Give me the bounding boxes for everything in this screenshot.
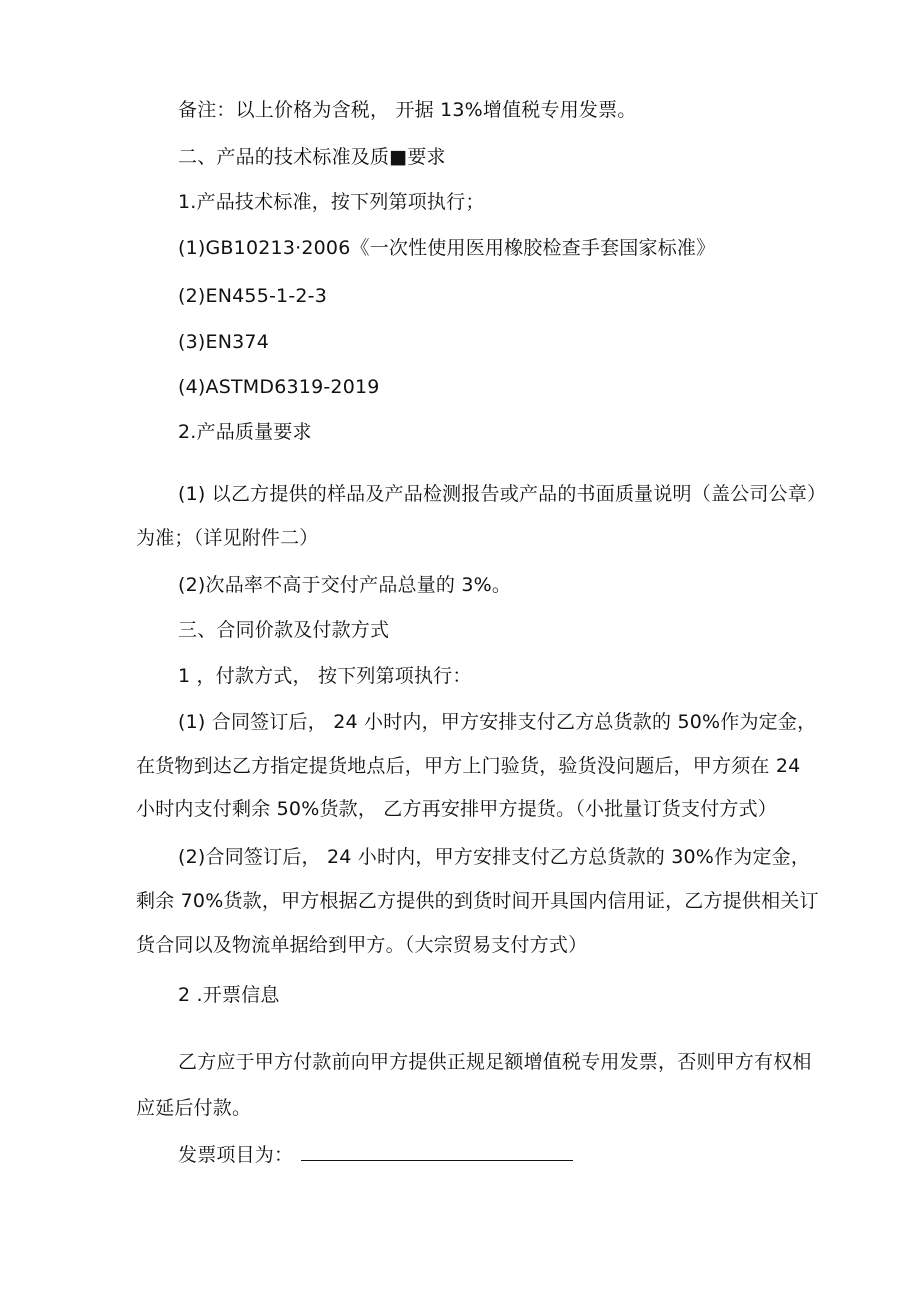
payment-option-2-line-2: 剩余 70%货款，甲方根据乙方提供的到货时间开具国内信用证，乙方提供相关订 — [136, 890, 819, 912]
invoice-items-blank-field[interactable] — [301, 1142, 573, 1161]
price-note: 备注：以上价格为含税， 开据 13%增值税专用发票。 — [178, 99, 637, 121]
invoice-requirement-line-2: 应延后付款。 — [136, 1097, 252, 1119]
payment-method-item: 1 ，付款方式， 按下列第项执行： — [178, 665, 472, 687]
invoice-items-label: 发票项目为： — [178, 1144, 294, 1166]
standard-astm: (4)ASTMD6319-2019 — [178, 376, 380, 398]
invoice-requirement-line-1: 乙方应于甲方付款前向甲方提供正规足额增值税专用发票，否则甲方有权相 — [178, 1051, 812, 1073]
payment-option-2-line-3: 货合同以及物流单据给到甲方。（大宗贸易支付方式） — [136, 934, 588, 956]
invoice-info-item: 2 .开票信息 — [178, 984, 280, 1006]
quality-requirement-item: 2.产品质量要求 — [178, 421, 312, 443]
invoice-items-row — [178, 1142, 573, 1167]
section-heading-payment: 三、合同价款及付款方式 — [178, 619, 390, 641]
payment-option-1-line-2: 在货物到达乙方指定提货地点后，甲方上门验货，验货没问题后，甲方须在 24 — [136, 755, 801, 777]
quality-clause-1-line-2: 为准；（详见附件二） — [136, 527, 319, 549]
payment-option-1-line-3: 小时内支付剩余 50%货款， 乙方再安排甲方提货。（小批量订货支付方式） — [136, 798, 778, 820]
payment-option-1-line-1: (1) 合同签订后， 24 小时内，甲方安排支付乙方总货款的 50%作为定金， — [178, 711, 817, 733]
quality-clause-2: (2)次品率不高于交付产品总量的 3%。 — [178, 574, 512, 596]
standard-en374: (3)EN374 — [178, 331, 269, 353]
standard-gb: (1)GB10213·2006《一次性使用医用橡胶检查手套国家标准》 — [178, 237, 716, 259]
quality-clause-1-line-1: (1) 以乙方提供的样品及产品检测报告或产品的书面质量说明（盖公司公章） — [178, 483, 827, 505]
section-heading-technical-standards: 二、产品的技术标准及质■要求 — [178, 146, 446, 168]
standard-en455: (2)EN455-1-2-3 — [178, 285, 328, 307]
technical-standard-item: 1.产品技术标准，按下列第项执行； — [178, 191, 485, 213]
payment-option-2-line-1: (2)合同签订后， 24 小时内，甲方安排支付乙方总货款的 30%作为定金， — [178, 846, 811, 868]
